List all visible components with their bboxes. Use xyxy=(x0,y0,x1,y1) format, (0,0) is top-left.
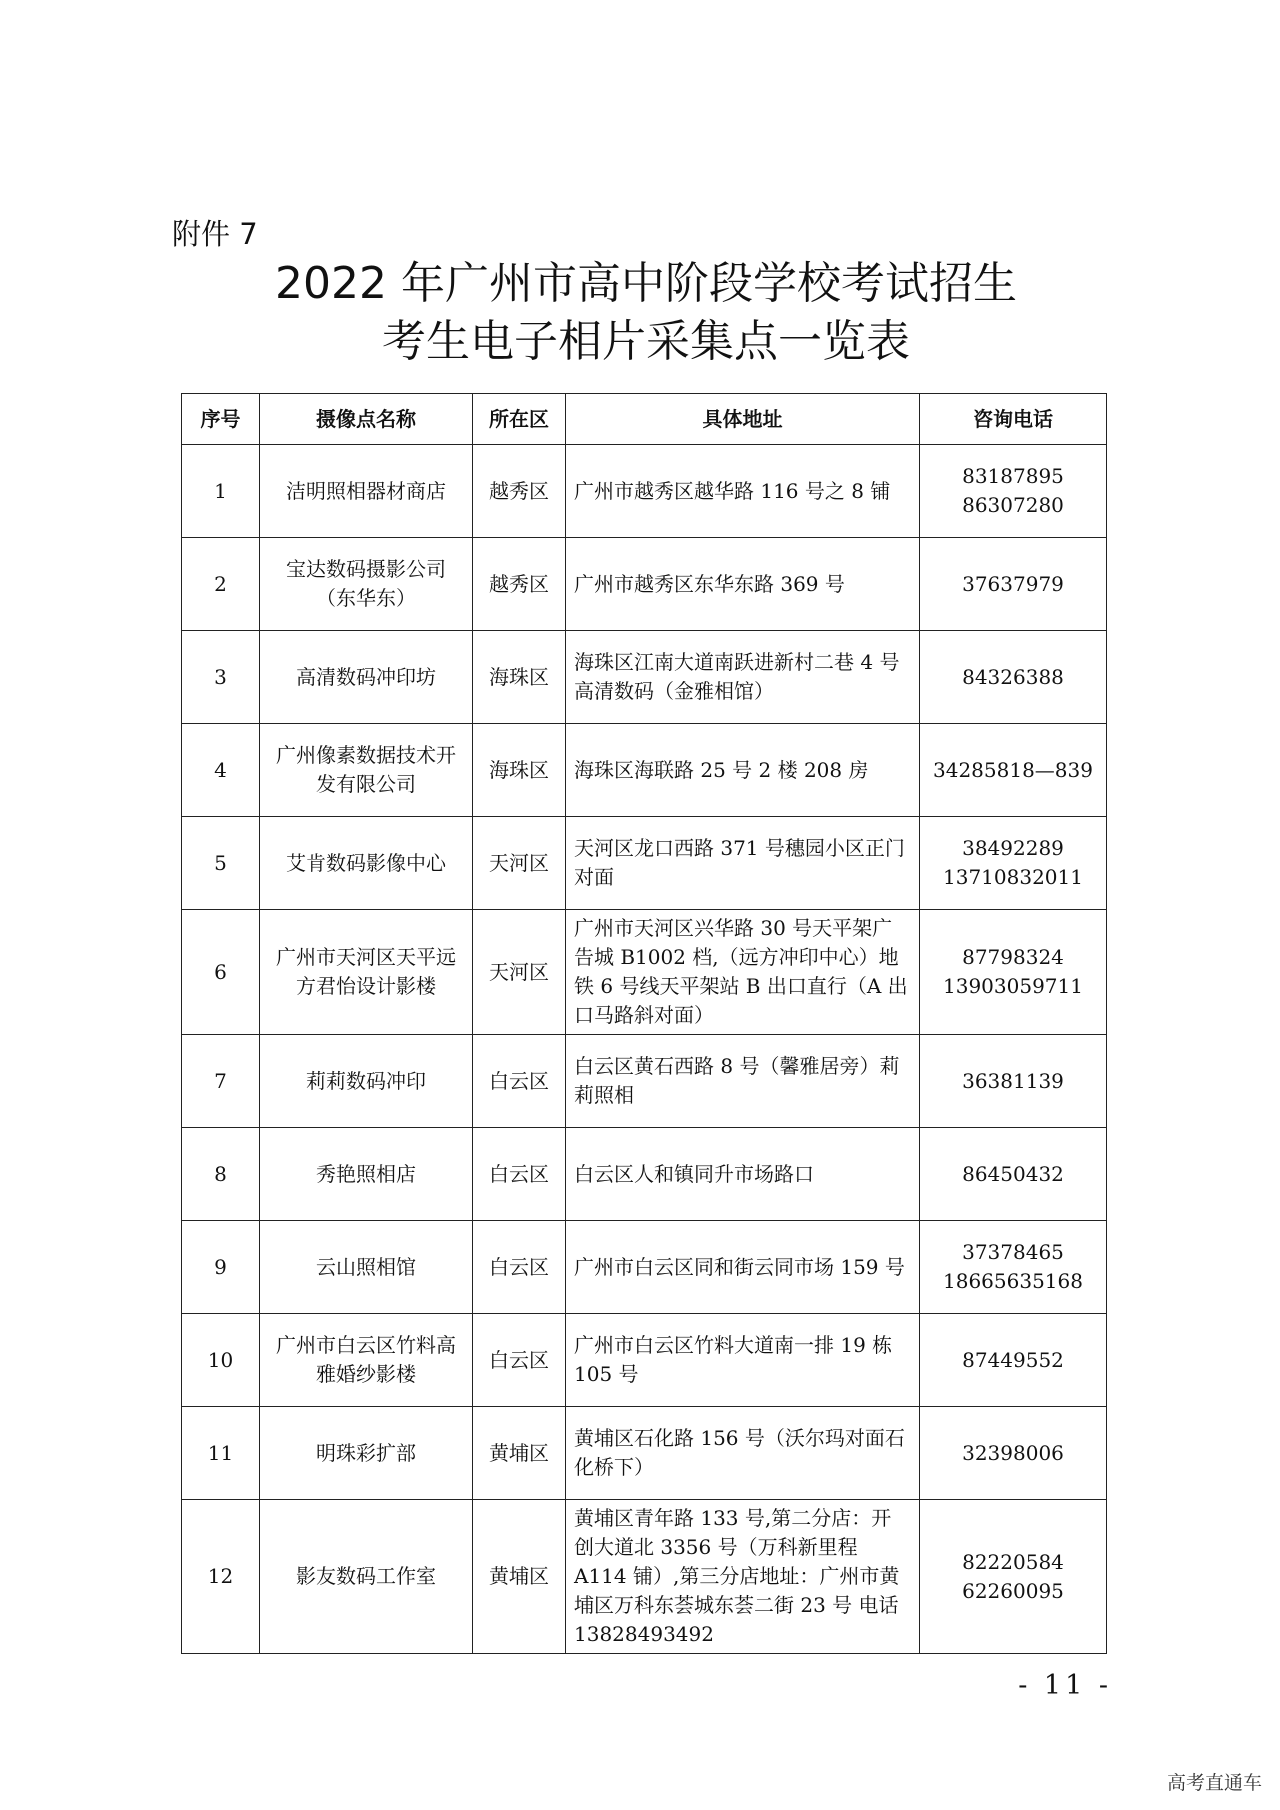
row-phone xyxy=(920,1500,1107,1654)
phone-number: 13710832011 xyxy=(943,865,1083,889)
phone-number: 83187895 xyxy=(962,464,1064,488)
row-location-name: 影友数码工作室 xyxy=(260,1500,473,1654)
row-address: 天河区龙口西路 371 号穗园小区正门对面 xyxy=(566,817,920,910)
row-location-name: 宝达数码摄影公司（东华东） xyxy=(260,538,473,631)
row-address: 海珠区江南大道南跃进新村二巷 4 号 高清数码（金雅相馆） xyxy=(566,631,920,724)
phone-number: 84326388 xyxy=(962,664,1064,689)
row-number: 2 xyxy=(182,538,260,631)
phone-number: 13903059711 xyxy=(943,974,1083,998)
header-address: 具体地址 xyxy=(566,394,920,445)
row-district: 天河区 xyxy=(473,817,566,910)
phone-number: 86450432 xyxy=(962,1161,1064,1186)
table-row xyxy=(182,1221,1107,1314)
row-district: 天河区 xyxy=(473,910,566,1035)
table-row xyxy=(182,1035,1107,1128)
row-address: 广州市越秀区越华路 116 号之 8 铺 xyxy=(566,445,920,538)
row-district: 黄埔区 xyxy=(473,1500,566,1654)
row-address: 白云区黄石西路 8 号（馨雅居旁）莉莉照相 xyxy=(566,1035,920,1128)
document-title-line-1: 2022 年广州市高中阶段学校考试招生 xyxy=(275,258,1017,309)
phone-number: 18665635168 xyxy=(943,1269,1083,1293)
header-no: 序号 xyxy=(182,394,260,445)
row-location-name: 艾肯数码影像中心 xyxy=(260,817,473,910)
row-phone xyxy=(920,817,1107,910)
row-number: 12 xyxy=(182,1500,260,1654)
phone-number: 37637979 xyxy=(962,571,1064,596)
phone-number: 87449552 xyxy=(962,1347,1064,1372)
row-number: 11 xyxy=(182,1407,260,1500)
row-location-name: 洁明照相器材商店 xyxy=(260,445,473,538)
row-address: 白云区人和镇同升市场路口 xyxy=(566,1128,920,1221)
table-header-row xyxy=(182,394,1107,445)
row-district: 白云区 xyxy=(473,1221,566,1314)
header-district: 所在区 xyxy=(473,394,566,445)
watermark-text: 高考直通车 xyxy=(1166,1772,1262,1794)
row-district: 海珠区 xyxy=(473,631,566,724)
row-number: 7 xyxy=(182,1035,260,1128)
table-row xyxy=(182,1128,1107,1221)
row-phone xyxy=(920,631,1107,724)
phone-number: 38492289 xyxy=(962,836,1064,860)
table-row xyxy=(182,910,1107,1035)
row-phone xyxy=(920,910,1107,1035)
row-district: 海珠区 xyxy=(473,724,566,817)
row-phone xyxy=(920,724,1107,817)
phone-number: 34285818—839 xyxy=(933,757,1093,782)
row-phone xyxy=(920,538,1107,631)
phone-number: 37378465 xyxy=(962,1240,1064,1264)
row-location-name: 广州市天河区天平远方君怡设计影楼 xyxy=(260,910,473,1035)
row-location-name: 云山照相馆 xyxy=(260,1221,473,1314)
row-phone xyxy=(920,1035,1107,1128)
table-row xyxy=(182,1314,1107,1407)
table-body xyxy=(182,445,1107,1654)
row-location-name: 广州市白云区竹料高雅婚纱影楼 xyxy=(260,1314,473,1407)
phone-number: 82220584 xyxy=(962,1549,1064,1574)
row-number: 8 xyxy=(182,1128,260,1221)
phone-number: 87798324 xyxy=(962,945,1064,969)
row-number: 6 xyxy=(182,910,260,1035)
document-title-line-2: 考生电子相片采集点一览表 xyxy=(382,316,910,367)
photo-collection-points-table xyxy=(181,393,1107,1654)
table-row xyxy=(182,1500,1107,1654)
row-phone xyxy=(920,1314,1107,1407)
row-address: 黄埔区石化路 156 号（沃尔玛对面石化桥下） xyxy=(566,1407,920,1500)
row-location-name: 高清数码冲印坊 xyxy=(260,631,473,724)
row-district: 越秀区 xyxy=(473,538,566,631)
row-address: 广州市白云区竹料大道南一排 19 栋 105 号 xyxy=(566,1314,920,1407)
row-address: 黄埔区青年路 133 号,第二分店：开创大道北 3356 号（万科新里程 A114 铺）,第三分店地址：广州市黄埔区万科东荟城东荟二街 23 号 电话 13828493492 xyxy=(566,1500,920,1654)
row-phone xyxy=(920,1221,1107,1314)
row-phone xyxy=(920,445,1107,538)
row-location-name: 秀艳照相店 xyxy=(260,1128,473,1221)
row-phone xyxy=(920,1407,1107,1500)
row-location-name: 莉莉数码冲印 xyxy=(260,1035,473,1128)
row-address: 广州市白云区同和街云同市场 159 号 xyxy=(566,1221,920,1314)
row-location-name: 明珠彩扩部 xyxy=(260,1407,473,1500)
row-address: 广州市越秀区东华东路 369 号 xyxy=(566,538,920,631)
row-number: 3 xyxy=(182,631,260,724)
table-row xyxy=(182,445,1107,538)
table-row xyxy=(182,538,1107,631)
phone-number: 86307280 xyxy=(962,493,1064,517)
table-row xyxy=(182,817,1107,910)
header-phone: 咨询电话 xyxy=(920,394,1107,445)
phone-number: 32398006 xyxy=(962,1440,1064,1465)
row-phone xyxy=(920,1128,1107,1221)
row-number: 10 xyxy=(182,1314,260,1407)
row-district: 白云区 xyxy=(473,1314,566,1407)
row-district: 白云区 xyxy=(473,1035,566,1128)
row-number: 4 xyxy=(182,724,260,817)
table-row xyxy=(182,1407,1107,1500)
table-row xyxy=(182,724,1107,817)
row-address: 广州市天河区兴华路 30 号天平架广告城 B1002 档,（远方冲印中心）地铁 6 号线天平架站 B 出口直行（A 出口马路斜对面） xyxy=(566,910,920,1035)
attachment-label: 附件 7 xyxy=(172,217,258,251)
row-address: 海珠区海联路 25 号 2 楼 208 房 xyxy=(566,724,920,817)
row-number: 9 xyxy=(182,1221,260,1314)
page-number: - 11 - xyxy=(1018,1670,1112,1701)
row-number: 1 xyxy=(182,445,260,538)
table-row xyxy=(182,631,1107,724)
row-location-name: 广州像素数据技术开发有限公司 xyxy=(260,724,473,817)
phone-number: 36381139 xyxy=(962,1068,1064,1093)
header-name: 摄像点名称 xyxy=(260,394,473,445)
row-district: 黄埔区 xyxy=(473,1407,566,1500)
row-number: 5 xyxy=(182,817,260,910)
row-district: 白云区 xyxy=(473,1128,566,1221)
phone-number: 62260095 xyxy=(962,1578,1064,1603)
row-district: 越秀区 xyxy=(473,445,566,538)
